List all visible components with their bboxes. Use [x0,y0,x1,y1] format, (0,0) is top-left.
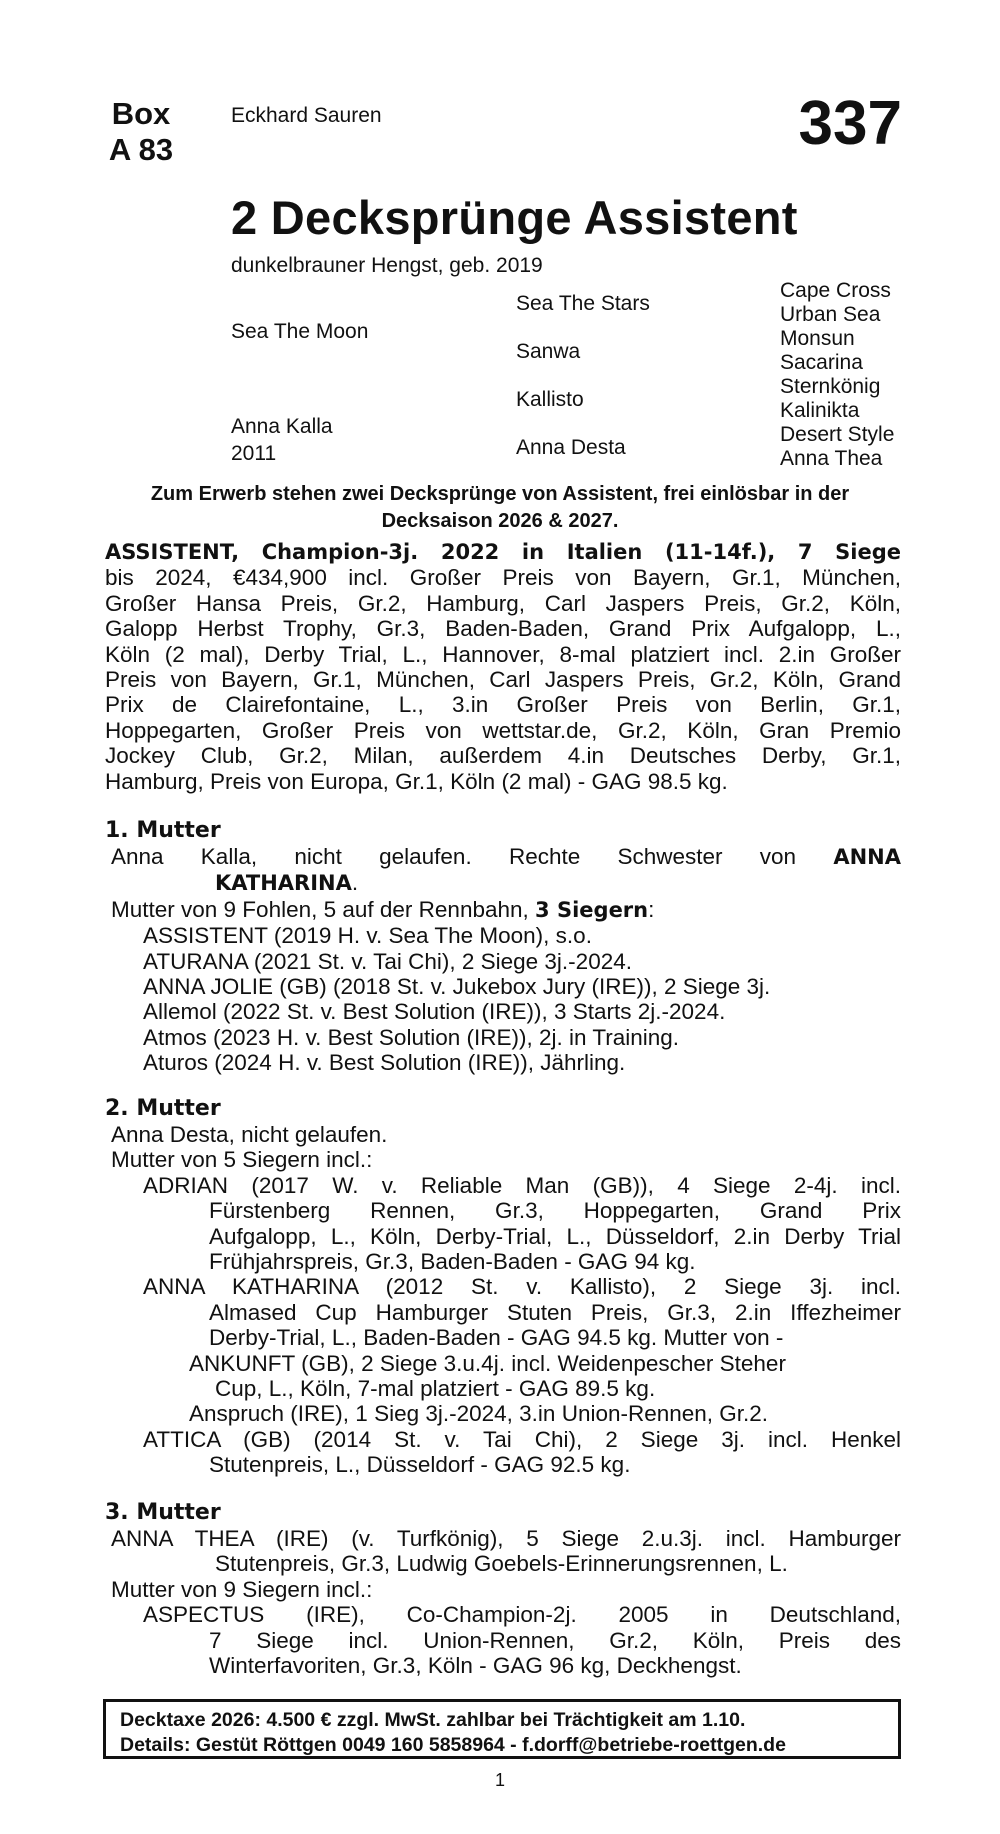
pedigree-gen3: Urban Sea [780,303,881,326]
intro-line: Zum Erwerb stehen zwei Decksprünge von Assistent, frei einlösbar in der [150,483,850,505]
section-mutter2: 2. Mutter Anna Desta, nicht gelaufen. Mutter von 5 Siegern incl.: ADRIAN (2017 W. v. Reliable Man (GB)), 4 Siege 2-4j. incl. Fürstenberg Rennen, Gr.3, Hoppegarten, Grand Prix Aufgalopp, L., Köln, Derby-Trial, L., Düsseldorf, 2.in Derby Trial Frühjahrspreis, Gr.3, Baden-Baden - GAG 94 kg. ANNA KATHARINA (2012 St. v. Kallisto), 2 Siege 3j. incl. Almased Cup Hamburger Stuten Preis, Gr.3, 2.in Iffezheimer Derby-Trial, L., Baden-Baden - GAG 94.5 kg. Mutter von - ANKUNFT (GB), 2 Siege 3.u.4j. incl. Weidenpescher Steher Cup, L., Köln, 7-mal platziert - GAG 89.5 kg. Anspruch (IRE), 1 Sieg 3j.-2024, 3.in Union-Rennen, Gr.2. ATTICA (GB) (2014 St. v. Tai Chi), 2 Siege 3j. incl. Henkel Stutenpreis, L., Düsseldorf - GAG 92.5 kg. [105,1096,901,1478]
record-line: Hamburg, Preis von Europa, Gr.1, Köln (2 mal) - GAG 98.5 kg. [105,768,728,794]
pedigree-gen3: Desert Style [780,423,895,446]
list-item: Aturos (2024 H. v. Best Solution (IRE)), Jährling. [143,1050,626,1076]
pedigree-sire: Sea The Moon [231,320,369,343]
record-line: Hoppegarten, Großer Preis von wettstar.de, Gr.2, Köln, Gran Premio [105,717,901,743]
section-heading: 1. Mutter [105,818,221,843]
box-line2: A 83 [108,132,174,167]
section-heading: 2. Mutter [105,1096,221,1121]
pedigree-gen3: Sacarina [780,351,863,374]
pedigree-gen2: Anna Desta [516,436,626,459]
horse-name: ASSISTENT [105,540,232,564]
record-line: Prix de Clairefontaine, L., 3.in Großer Preis von Berlin, Gr.1, [105,692,901,718]
section-mutter3: 3. Mutter ANNA THEA (IRE) (v. Turfkönig), 5 Siege 2.u.3j. incl. Hamburger Stutenpreis, Gr.3, Ludwig Goebels-Erinnerungsrennen, L. Mutter von 9 Siegern incl.: ASPECTUS (IRE), Co-Champion-2j. 2005 in Deutschland, 7 Siege incl. Union-Rennen, Gr.2, Köln, Preis des Winterfavoriten, Gr.3, Köln - GAG 96 kg, Deckhengst. [105,1500,901,1679]
pedigree-dam-year: 2011 [231,442,277,465]
intro-line: Decksaison 2026 & 2027. [381,510,619,532]
pedigree-gen2: Sanwa [516,340,581,363]
page-title: 2 Decksprünge Assistent [231,191,798,244]
record-line: Preis von Bayern, Gr.1, München, Carl Jaspers Preis, Gr.2, Köln, Grand [105,667,901,693]
pedigree-gen3: Anna Thea [780,447,883,470]
section-heading: 3. Mutter [105,1500,221,1525]
lot-number: 337 [798,89,902,158]
record-line: Galopp Herbst Trophy, Gr.3, Baden-Baden, Grand Prix Aufgalopp, L., [105,616,901,642]
record-line: Jockey Club, Gr.2, Milan, außerdem 4.in Deutsches Derby, Gr.1, [105,743,901,769]
fee-details: Details: Gestüt Röttgen 0049 160 5858964 - f.dorff@betriebe-roettgen.de [120,1734,786,1756]
box-label [104,96,178,168]
vendor-name: Eckhard Sauren [231,104,382,127]
list-item: ASSISTENT (2019 H. v. Sea The Moon), s.o. [143,923,592,949]
main-record [105,539,901,794]
main-headline: ASSISTENT, Champion-3j. 2022 in Italien (11-14f.), 7 Siege [105,540,901,564]
list-item: Atmos (2023 H. v. Best Solution (IRE)), 2j. in Training. [143,1024,680,1050]
record-line: Großer Hansa Preis, Gr.2, Hamburg, Carl Jaspers Preis, Gr.2, Köln, [105,590,901,616]
list-item: ATURANA (2021 St. v. Tai Chi), 2 Siege 3j.-2024. [143,948,632,974]
horse-description: dunkelbrauner Hengst, geb. 2019 [231,254,543,277]
page-number: 1 [494,1770,505,1790]
pedigree-gen3: Cape Cross [780,279,891,302]
fee-line: Decktaxe 2026: 4.500 € zzgl. MwSt. zahlbar bei Trächtigkeit am 1.10. [120,1709,746,1731]
list-item: Allemol (2022 St. v. Best Solution (IRE)), 3 Starts 2j.-2024. [143,999,726,1025]
pedigree-gen3: Monsun [780,327,855,350]
record-line: Köln (2 mal), Derby Trial, L., Hannover, 8-mal platziert incl. 2.in Großer [105,641,901,667]
fee-box [103,1699,901,1759]
pedigree-gen2: Sea The Stars [516,292,650,315]
record-line: bis 2024, €434,900 incl. Großer Preis von Bayern, Gr.1, München, [105,565,901,591]
list-item: ANNA JOLIE (GB) (2018 St. v. Jukebox Jury (IRE)), 2 Siege 3j. [143,974,771,1000]
pedigree-gen3: Kalinikta [780,399,860,422]
pedigree-gen2: Kallisto [516,388,584,411]
section-mutter1: 1. Mutter Anna Kalla, nicht gelaufen. Rechte Schwester von ANNA KATHARINA. Mutter von 9 Fohlen, 5 auf der Rennbahn, 3 Siegern: ASSISTENT (2019 H. v. Sea The Moon), s.o. ATURANA (2021 St. v. Tai Chi), 2 Siege 3j.-2024. ANNA JOLIE (GB) (2018 St. v. Jukebox Jury (IRE)), 2 Siege 3j. Allemol (2022 St. v. Best Solution (IRE)), 3 Starts 2j.-2024. Atmos (2023 H. v. Best Solution (IRE)), 2j. in Training. Aturos (2024 H. v. Best Solution (IRE)), Jährling. [105,818,901,1076]
pedigree-dam: Anna Kalla [231,415,333,438]
intro-text [90,481,910,535]
box-line1: Box [111,96,171,131]
pedigree-gen3: Sternkönig [780,375,881,398]
